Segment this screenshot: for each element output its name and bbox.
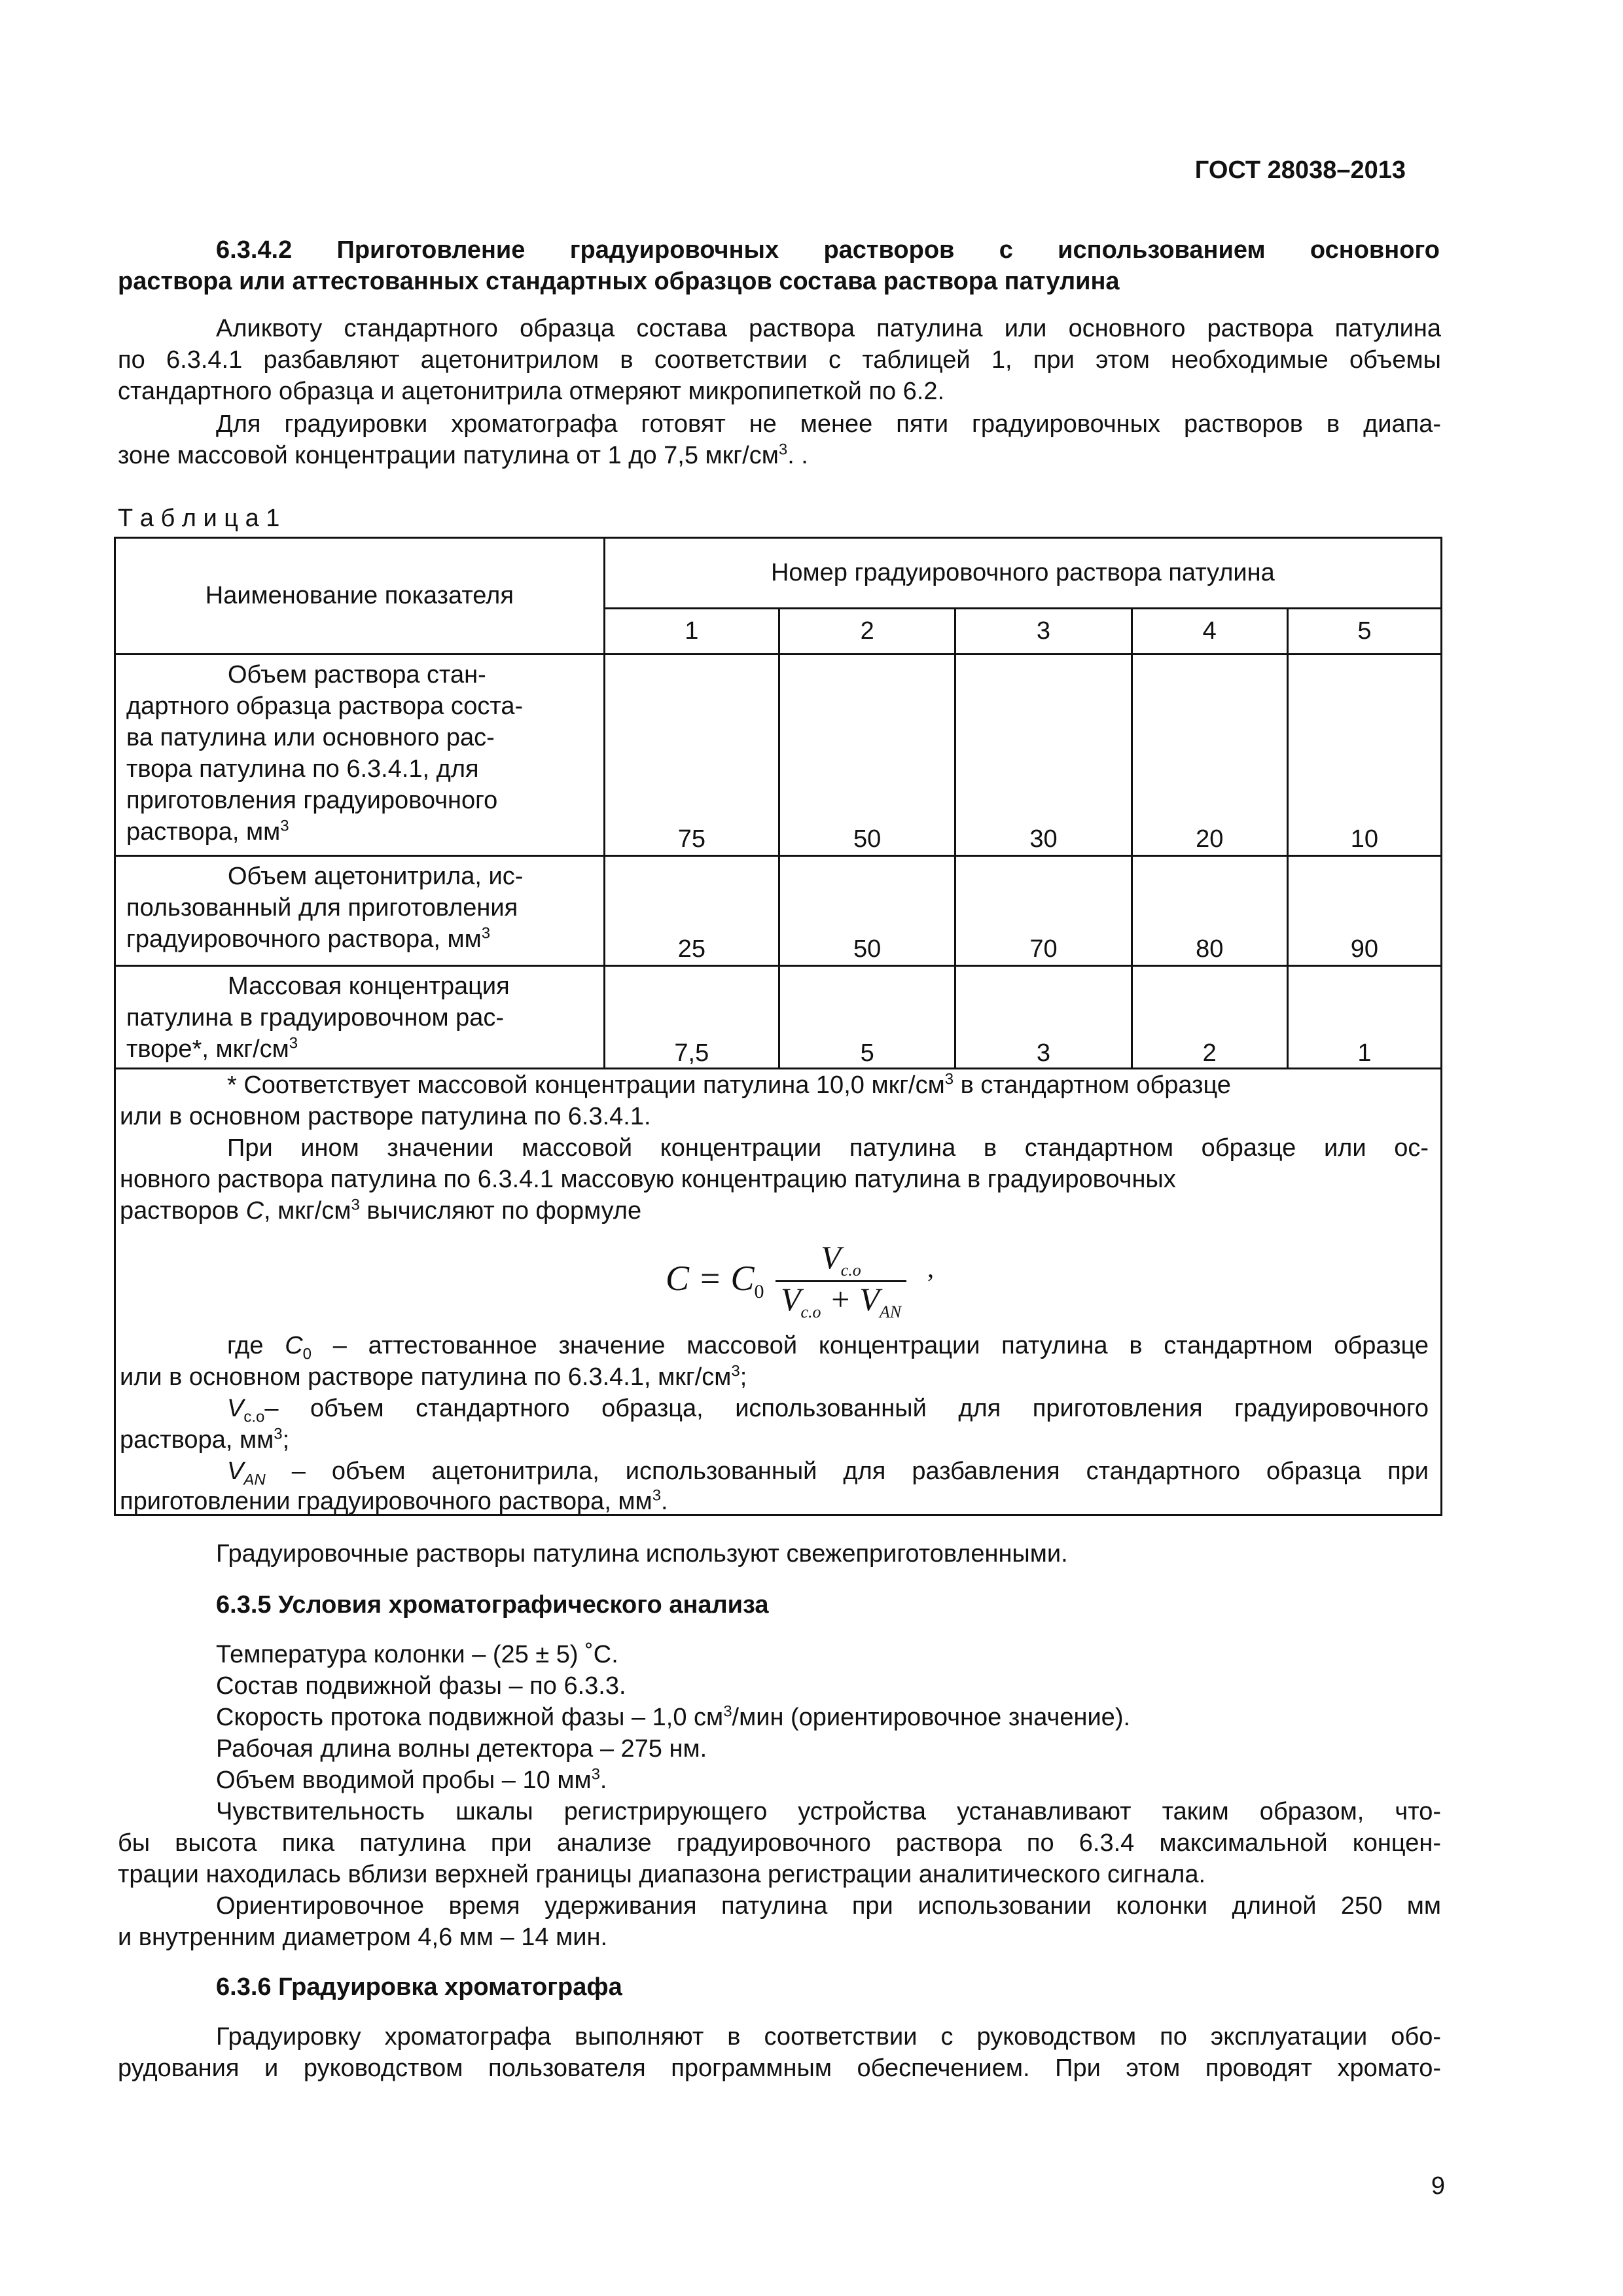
table-col-number: 1 — [604, 609, 779, 655]
paragraph-line: Градуировку хроматографа выполняют в соответствии с руководством по эксплуатации обо- — [216, 2023, 1441, 2051]
paragraph-line: Скорость протока подвижной фазы – 1,0 $см^3$/мин (ориентировочное значение). — [216, 1702, 1131, 1731]
table-col-number: 5 — [1287, 609, 1441, 655]
table-cell: 50 — [779, 856, 955, 966]
section-6342-heading-line1: 6.3.4.2 Приготовление градуировочных растворов с использованием основного — [216, 236, 1440, 264]
table-cell: 5 — [779, 966, 955, 1069]
paragraph-line: трации находилась вблизи верхней границы диапазона регистрации аналитического сигнала. — [118, 1861, 1206, 1888]
table-row-label: Объем ацетонитрила, ис- пользованный для приготовления градуировочного раствора, $мм^3$ — [115, 856, 605, 966]
note-line: приготовлении градуировочного раствора, $мм^3$. — [120, 1486, 668, 1515]
table-header-group: Номер градуировочного раствора патулина — [604, 538, 1441, 609]
table-cell: 70 — [955, 856, 1132, 966]
table-cell: 75 — [604, 655, 779, 856]
note-line: новного раствора патулина по 6.3.4.1 массовую концентрацию патулина в градуировочных — [120, 1166, 1176, 1193]
paragraph-line: Ориентировочное время удерживания патулина при использовании колонки длиной 250 мм — [216, 1892, 1441, 1920]
table-cell: 30 — [955, 655, 1132, 856]
table-1 — [114, 537, 1442, 1516]
paragraph-line: стандартного образца и ацетонитрила отмеряют микропипеткой по 6.2. — [118, 378, 945, 405]
section-636-heading: 6.3.6 Градуировка хроматографа — [216, 1973, 622, 2001]
document-id: ГОСТ 28038–2013 — [1194, 156, 1406, 184]
note-line: $V_{c.o}-$ объем стандартного образца, использованный для приготовления градуировочного — [227, 1395, 1429, 1426]
paragraph-line: зоне массовой концентрации патулина от 1 до 7,5 мкг/$см^3$. . — [118, 440, 808, 469]
formula-lhs: $C = C_0$ — [666, 1259, 764, 1302]
formula-denominator: $V_{c.o} + V_{AN}$ — [780, 1281, 902, 1321]
table-cell: 3 — [955, 966, 1132, 1069]
paragraph-line: и внутренним диаметром 4,6 мм – 14 мин. — [118, 1924, 607, 1951]
table-cell: 25 — [604, 856, 779, 966]
table-col-number: 3 — [955, 609, 1132, 655]
section-6342-heading-line2: раствора или аттестованных стандартных образцов состава раствора патулина — [118, 268, 1120, 295]
note-line: растворов С, мкг/$см^3$ вычисляют по формуле — [120, 1196, 642, 1225]
table-row-label: Массовая концентрация патулина в градуировочном рас- творе*, мкг/$см^3$ — [115, 966, 605, 1069]
table-col-number: 2 — [779, 609, 955, 655]
note-line: где $С_0$ – аттестованное значение массовой концентрации патулина в стандартном образце — [227, 1332, 1429, 1363]
paragraph-line: по 6.3.4.1 разбавляют ацетонитрилом в соответствии с таблицей 1, при этом необходимые объемы — [118, 346, 1441, 374]
table-note — [115, 1069, 1442, 1515]
table-cell: 20 — [1132, 655, 1287, 856]
formula-numerator: $V_{c.o}$ — [821, 1239, 861, 1280]
table-cell: 80 — [1132, 856, 1287, 966]
note-line: $V_{AN}$ – объем ацетонитрила, использованный для разбавления стандартного образца при — [227, 1458, 1429, 1489]
paragraph-line: Объем вводимой пробы – 10 $мм^3$. — [216, 1765, 607, 1794]
table-header-name: Наименование показателя — [115, 538, 605, 655]
paragraph-line: Температура колонки – (25 ± 5) ˚С. — [216, 1641, 618, 1668]
table-row — [115, 856, 1442, 966]
table-row-label: Объем раствора стан- дартного образца раствора соста- ва патулина или основного рас- твора патулина по 6.3.4.1, для приготовления градуировочного раствора, $мм^3$ — [115, 655, 605, 856]
paragraph-line: Для градуировки хроматографа готовят не менее пяти градуировочных растворов в диапа- — [216, 410, 1441, 438]
paragraph-line: Аликвоту стандартного образца состава раствора патулина или основного раствора патулина — [216, 315, 1441, 342]
note-line: раствора, $мм^3$; — [120, 1425, 290, 1454]
paragraph-line: Рабочая длина волны детектора – 275 нм. — [216, 1735, 707, 1763]
paragraph-line: Состав подвижной фазы – по 6.3.3. — [216, 1672, 626, 1700]
table-cell: 10 — [1287, 655, 1441, 856]
table-caption: Т а б л и ц а 1 — [118, 505, 280, 532]
paragraph-line: Градуировочные растворы патулина используют свежеприготовленными. — [216, 1540, 1068, 1568]
note-line: * Соответствует массовой концентрации патулина 10,0 мкг/$см^3$ в стандартном образце — [227, 1070, 1231, 1099]
paragraph-line: Чувствительность шкалы регистрирующего устройства устанавливают таким образом, что- — [216, 1798, 1441, 1825]
table-cell: 50 — [779, 655, 955, 856]
table-row — [115, 966, 1442, 1069]
table-row — [115, 655, 1442, 856]
page-number: 9 — [1431, 2172, 1445, 2200]
note-line: или в основном растворе патулина по 6.3.4.1, мкг/$см^3$; — [120, 1362, 747, 1391]
table-cell: 2 — [1132, 966, 1287, 1069]
table-col-number: 4 — [1132, 609, 1287, 655]
section-635-heading: 6.3.5 Условия хроматографического анализа — [216, 1591, 769, 1619]
paragraph-line: рудования и руководством пользователя программным обеспечением. При этом проводят хромато- — [118, 2054, 1441, 2082]
table-cell: 90 — [1287, 856, 1441, 966]
formula-comma: , — [927, 1253, 934, 1283]
note-line: При ином значении массовой концентрации патулина в стандартном образце или ос- — [227, 1134, 1429, 1162]
note-line: или в основном растворе патулина по 6.3.4.1. — [120, 1103, 651, 1130]
table-cell: 1 — [1287, 966, 1441, 1069]
table-cell: 7,5 — [604, 966, 779, 1069]
paragraph-line: бы высота пика патулина при анализе градуировочного раствора по 6.3.4 максимальной концен- — [118, 1829, 1441, 1857]
